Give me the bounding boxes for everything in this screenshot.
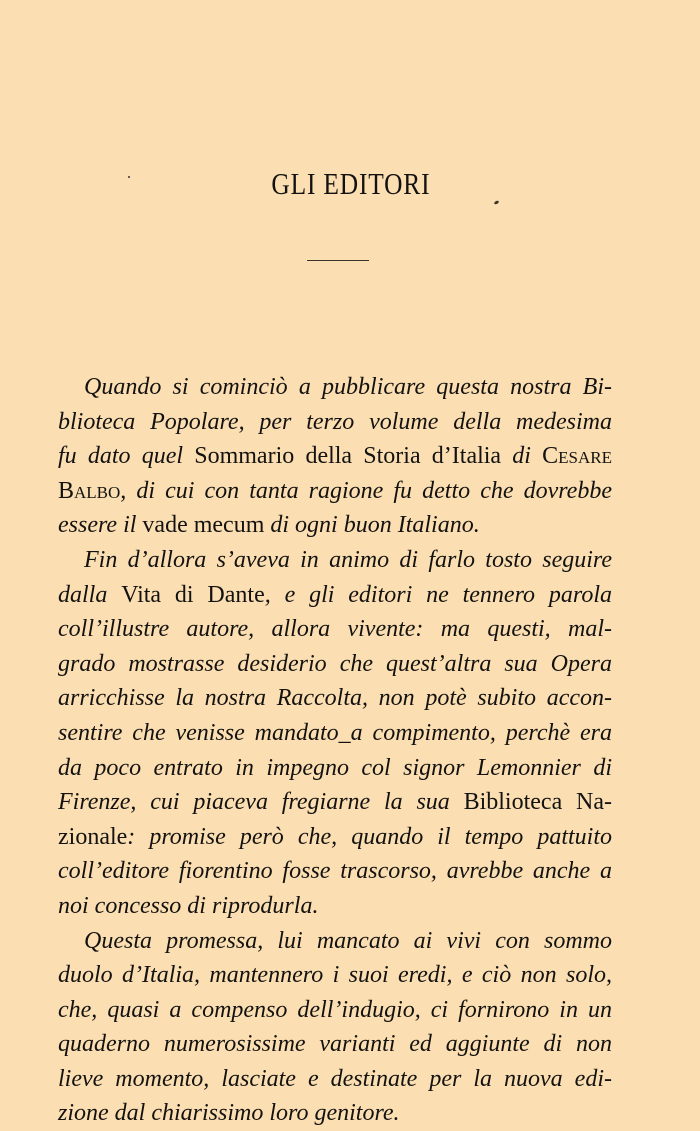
text-line [58,785,612,820]
text-line [58,508,612,543]
text-run: duolo d’Italia, mantennero i suoi eredi, e ciò non solo, [58,962,612,988]
text-run: Firenze, cui piaceva fregiarne la sua [58,789,464,815]
text-run: Sommario della Storia d’Italia [194,443,512,469]
text-line [58,1096,612,1131]
text-line [58,439,612,474]
text-run: Balbo [58,478,120,504]
text-run: coll’editore fiorentino fosse trascorso, avrebbe anche a [58,858,612,884]
text-run: sentire che venisse mandato_a compimento, perchè era [58,720,612,746]
text-run: noi concesso di riprodurla. [58,893,318,919]
text-line [58,1027,612,1062]
text-run: fu dato quel [58,443,194,469]
text-line [58,370,612,405]
text-run: coll’illustre autore, allora vivente: ma questi, mal- [58,616,612,642]
text-line [58,958,612,993]
text-line [58,647,612,682]
text-line [58,681,612,716]
text-line [58,474,612,509]
text-run: di [512,443,542,469]
text-run: essere il [58,512,142,538]
text-run: : promise però che, quando il tempo pattuito [127,824,612,850]
text-run: Cesare [542,443,612,469]
text-run: , e gli editori ne tennero parola [265,582,612,608]
text-run: zionale [58,824,127,850]
text-line [58,543,612,578]
text-run: , di cui con tanta ragione fu detto che dovrebbe [120,478,612,504]
text-run: da poco entrato in impegno col signor Lemonnier di [58,755,612,781]
page-title: GLI EDITORI [64,166,638,202]
text-line [58,993,612,1028]
text-line [58,924,612,959]
text-line [58,751,612,786]
text-run: lieve momento, lasciate e destinate per la nuova edi- [58,1066,612,1092]
text-run: grado mostrasse desiderio che quest’altra sua Opera [58,651,612,677]
paragraph [58,543,612,924]
text-run: Fin d’allora s’aveva in animo di farlo tosto seguire [84,547,612,573]
text-line [58,716,612,751]
paragraph [58,370,612,543]
text-line [58,854,612,889]
text-line [58,889,612,924]
paragraph [58,924,612,1131]
text-run: che, quasi a compenso dell’indugio, ci fornirono in un [58,997,612,1023]
ink-speck [494,200,500,205]
text-run: Biblioteca Na- [464,789,612,815]
text-line [58,1062,612,1097]
text-run: vade mecum [142,512,270,538]
title-divider-rule [307,260,369,261]
body-text [58,370,612,1131]
text-line [58,820,612,855]
text-run: blioteca Popolare, per terzo volume della medesima [58,409,612,435]
text-run: di ogni buon Italiano. [270,512,479,538]
text-run: Questa promessa, lui mancato ai vivi con sommo [84,928,612,954]
text-run: Vita di Dante [121,582,265,608]
text-run: zione dal chiarissimo loro genitore. [58,1100,400,1126]
text-run: arricchisse la nostra Raccolta, non potè subito accon- [58,685,612,711]
text-run: dalla [58,582,121,608]
text-run: quaderno numerosissime varianti ed aggiunte di non [58,1031,612,1057]
text-run: Quando si cominciò a pubblicare questa nostra Bi- [84,374,612,400]
text-line [58,578,612,613]
text-line [58,405,612,440]
text-line [58,612,612,647]
ink-speck [128,176,130,178]
